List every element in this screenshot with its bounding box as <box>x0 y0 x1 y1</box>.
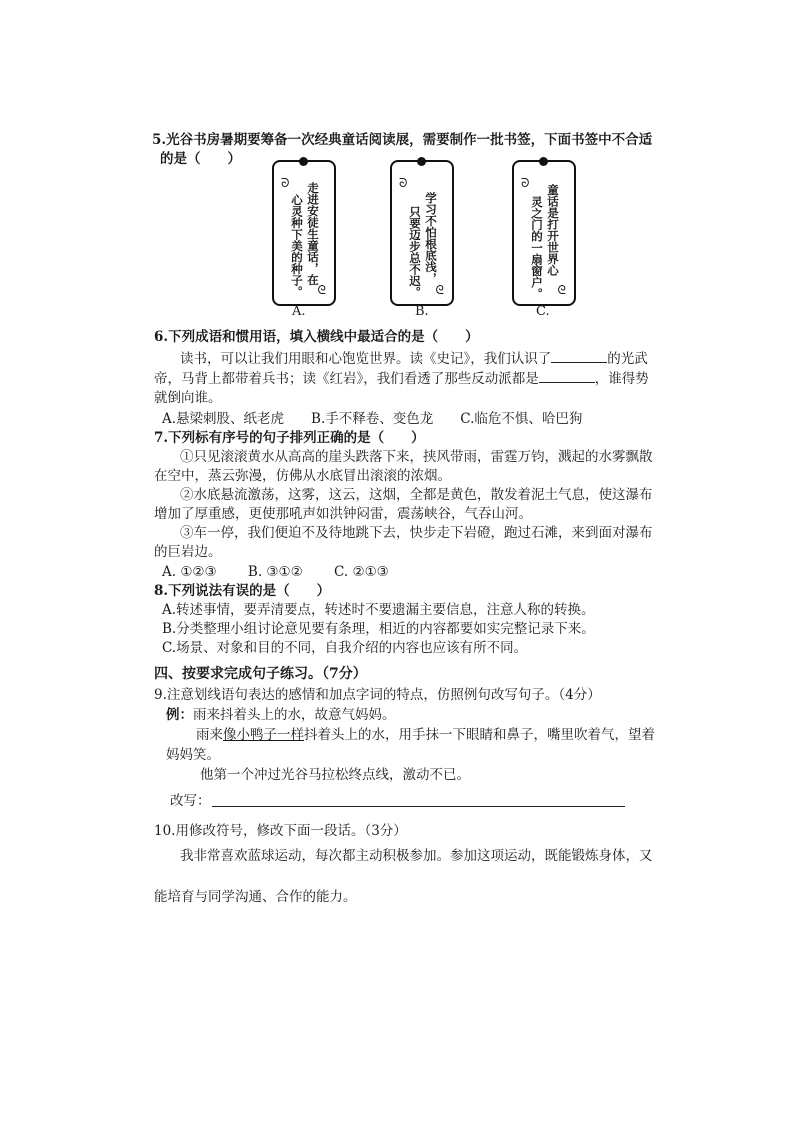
bookmark-hole-icon <box>539 157 548 166</box>
section-4-title: 四、按要求完成句子练习。（7分） <box>154 666 367 682</box>
bookmark-c-label: C. <box>536 304 550 319</box>
bookmark-c <box>512 160 576 306</box>
q5-stem-line1: 5.光谷书房暑期要筹备一次经典童话阅读展，需要制作一批书签，下面书签中不合适 <box>152 132 653 148</box>
bookmark-a-label: A. <box>292 304 306 319</box>
bookmark-hole-icon <box>299 157 308 166</box>
example-label: 例： <box>166 707 193 723</box>
q9-stem: 9.注意划线语句表达的感情和加点字词的特点，仿照例句改写句子。（4分） <box>154 687 601 703</box>
q7-sentence1-line1: ①只见滚滚黄水从高高的崖头跌落下来，挟风带雨，雷霆万钧，溅起的水雾飘散 <box>180 449 653 465</box>
bookmark-b <box>390 160 454 306</box>
bookmark-b-text-col2: 只要迈步总不迟。 <box>408 206 422 298</box>
q6-line2-text: 帝，马背上都带着兵书；读《红岩》，我们看透了那些反动派都是 <box>154 371 539 387</box>
q6-stem: 6.下列成语和惯用语，填入横线中最适合的是（ ） <box>154 329 479 345</box>
q6-options: A.悬梁刺股、纸老虎 B.手不释卷、变色龙 C.临危不惧、哈巴狗 <box>162 411 583 427</box>
bookmark-a-text-col2: 心灵种下美的种子。 <box>290 194 304 298</box>
swirl-icon: ᘐ <box>521 176 530 190</box>
answer-blank[interactable] <box>539 382 595 383</box>
example-text: 雨来抖着头上的水，故意气妈妈。 <box>193 707 396 723</box>
swirl-icon: ᘓ <box>557 283 566 297</box>
q6-line1-text: 读书，可以让我们用眼和心饱览世界。读《史记》，我们认识了 <box>180 351 552 367</box>
q7-sentence2-line2: 增加了厚重感，更使那吼声如洪钟闷雷，震荡峡谷，气吞山河。 <box>154 506 532 522</box>
bookmark-a-text-col1: 走进安徒生童话，在 <box>306 182 320 286</box>
swirl-icon: ᘓ <box>317 283 326 297</box>
q6-line2-tail: ，谁得势 <box>594 371 649 387</box>
q9-sentence: 他第一个冲过光谷马拉松终点线，激动不已。 <box>200 767 470 783</box>
answer-blank[interactable] <box>551 362 607 363</box>
model-underlined: 像小鸭子一样 <box>223 727 304 743</box>
bookmark-c-text-col1: 童话是打开世界心 <box>546 184 560 276</box>
swirl-icon: ᘐ <box>281 176 290 190</box>
q6-passage-line2 <box>154 370 649 388</box>
q9-rewrite-label: 改写： <box>170 793 211 809</box>
q6-line1-tail: 的光武 <box>607 351 648 367</box>
q9-model-line1 <box>196 726 655 744</box>
q5-stem-line2: 的是（ ） <box>160 151 241 167</box>
q9-example <box>166 706 396 724</box>
q7-sentence3-line2: 的巨岩边。 <box>154 544 222 560</box>
q10-stem: 10.用修改符号，修改下面一段话。（3分） <box>154 823 407 839</box>
bookmark-b-label: B. <box>415 304 429 319</box>
bookmark-a <box>272 160 336 306</box>
swirl-icon: ᘓ <box>435 283 444 297</box>
bookmark-hole-icon <box>417 157 426 166</box>
q7-options: A. ①②③ B. ③①② C. ②①③ <box>162 564 389 580</box>
q8-stem: 8.下列说法有误的是（ ） <box>154 583 331 599</box>
q10-paragraph-line2: 能培育与同学沟通、合作的能力。 <box>154 889 357 905</box>
q6-passage-line3: 就倒向谁。 <box>154 390 222 406</box>
q7-sentence3-line1: ③车一停，我们便迫不及待地跳下去，快步走下岩磴，跑过石滩，来到面对瀑布 <box>180 525 653 541</box>
q8-option-a: A.转述事情，要弄清要点，转述时不要遗漏主要信息，注意人称的转换。 <box>162 602 595 618</box>
q6-passage-line1 <box>180 350 648 368</box>
q8-option-b: B.分类整理小组讨论意见要有条理，相近的内容都要如实完整记录下来。 <box>162 621 595 637</box>
q7-stem: 7.下列标有序号的句子排列正确的是（ ） <box>154 430 425 446</box>
model-pre: 雨来 <box>196 727 223 743</box>
q7-sentence1-line2: 在空中，蒸云弥漫，仿佛从水底冒出滚滚的浓烟。 <box>154 468 451 484</box>
rewrite-answer-line[interactable] <box>212 806 625 807</box>
q10-paragraph-line1: 我非常喜欢蓝球运动，每次都主动积极参加。参加这项运动，既能锻炼身体，又 <box>180 848 653 864</box>
q9-model-line2: 妈妈笑。 <box>166 747 220 763</box>
bookmark-b-text-col1: 学习不怕根底浅， <box>424 192 438 284</box>
model-post: 抖着头上的水，用手抹一下眼睛和鼻子，嘴里吹着气，望着 <box>304 727 655 743</box>
q7-sentence2-line1: ②水底悬流激荡，这雾，这云，这烟，全都是黄色，散发着泥土气息，使这瀑布 <box>180 487 653 503</box>
q8-option-c: C.场景、对象和目的不同，自我介绍的内容也应该有所不同。 <box>162 640 528 656</box>
swirl-icon: ᘐ <box>399 176 408 190</box>
bookmark-c-text-col2: 灵之门的一扇窗户。 <box>530 196 544 300</box>
